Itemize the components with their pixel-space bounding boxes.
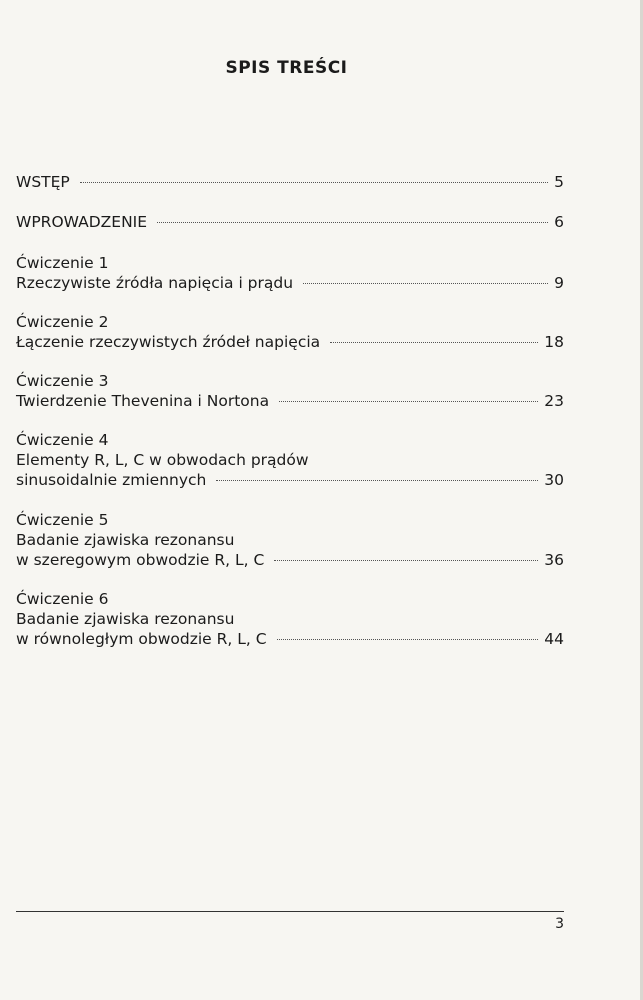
toc-page-number: 9 [554, 274, 564, 292]
toc-entry-title: WSTĘP [16, 173, 70, 191]
toc-page-number: 6 [554, 213, 564, 231]
dot-leader [279, 401, 538, 402]
toc-line [16, 629, 564, 649]
dot-leader [274, 560, 538, 561]
toc-entry-title: Łączenie rzeczywistych źródeł napięcia [16, 333, 321, 351]
dot-leader [303, 283, 548, 284]
toc-entry-title: w szeregowym obwodzie R, L, C [16, 551, 265, 569]
toc-line [16, 391, 564, 411]
toc-entry-cwiczenie-1[interactable] [16, 253, 564, 293]
toc-entry-cwiczenie-2[interactable] [16, 312, 564, 352]
exercise-heading: Ćwiczenie 5 [16, 511, 109, 529]
toc-page-number: 23 [544, 392, 564, 410]
toc-entry-cwiczenie-4[interactable] [16, 430, 564, 490]
toc-entry-wstep[interactable] [16, 172, 564, 192]
toc-entry-cwiczenie-6[interactable] [16, 589, 564, 649]
toc-line [16, 273, 564, 293]
toc-line [16, 212, 564, 232]
toc-page-number: 44 [544, 630, 564, 648]
toc-entry-title-line: Elementy R, L, C w obwodach prądów [16, 451, 309, 469]
dot-leader [277, 639, 539, 640]
exercise-heading: Ćwiczenie 1 [16, 254, 109, 272]
toc-page-number: 5 [554, 173, 564, 191]
toc-line [16, 332, 564, 352]
dot-leader [216, 480, 538, 481]
toc-entry-title: sinusoidalnie zmiennych [16, 471, 207, 489]
toc-entry-wprowadzenie[interactable] [16, 212, 564, 232]
toc-page-number: 30 [544, 471, 564, 489]
toc-line [16, 550, 564, 570]
toc-entry-title: WPROWADZENIE [16, 213, 148, 231]
toc-title: SPIS TREŚCI [225, 58, 348, 78]
toc-line [16, 172, 564, 192]
toc-entry-title: Rzeczywiste źródła napięcia i prądu [16, 274, 294, 292]
toc-line [16, 470, 564, 490]
toc-page-number: 36 [544, 551, 564, 569]
toc-entry-title: w równoległym obwodzie R, L, C [16, 630, 267, 648]
toc-entry-title-line: Badanie zjawiska rezonansu [16, 610, 235, 628]
toc-entry-cwiczenie-5[interactable] [16, 510, 564, 570]
footer-rule [16, 911, 564, 912]
dot-leader [330, 342, 538, 343]
dot-leader [157, 222, 548, 223]
exercise-heading: Ćwiczenie 6 [16, 590, 109, 608]
toc-page-number: 18 [544, 333, 564, 351]
exercise-heading: Ćwiczenie 3 [16, 372, 109, 390]
toc-entry-title-line: Badanie zjawiska rezonansu [16, 531, 235, 549]
toc-entry-cwiczenie-3[interactable] [16, 371, 564, 411]
dot-leader [80, 182, 548, 183]
page-number: 3 [555, 916, 564, 932]
exercise-heading: Ćwiczenie 2 [16, 313, 109, 331]
exercise-heading: Ćwiczenie 4 [16, 431, 109, 449]
toc-entry-title: Twierdzenie Thevenina i Nortona [16, 392, 270, 410]
